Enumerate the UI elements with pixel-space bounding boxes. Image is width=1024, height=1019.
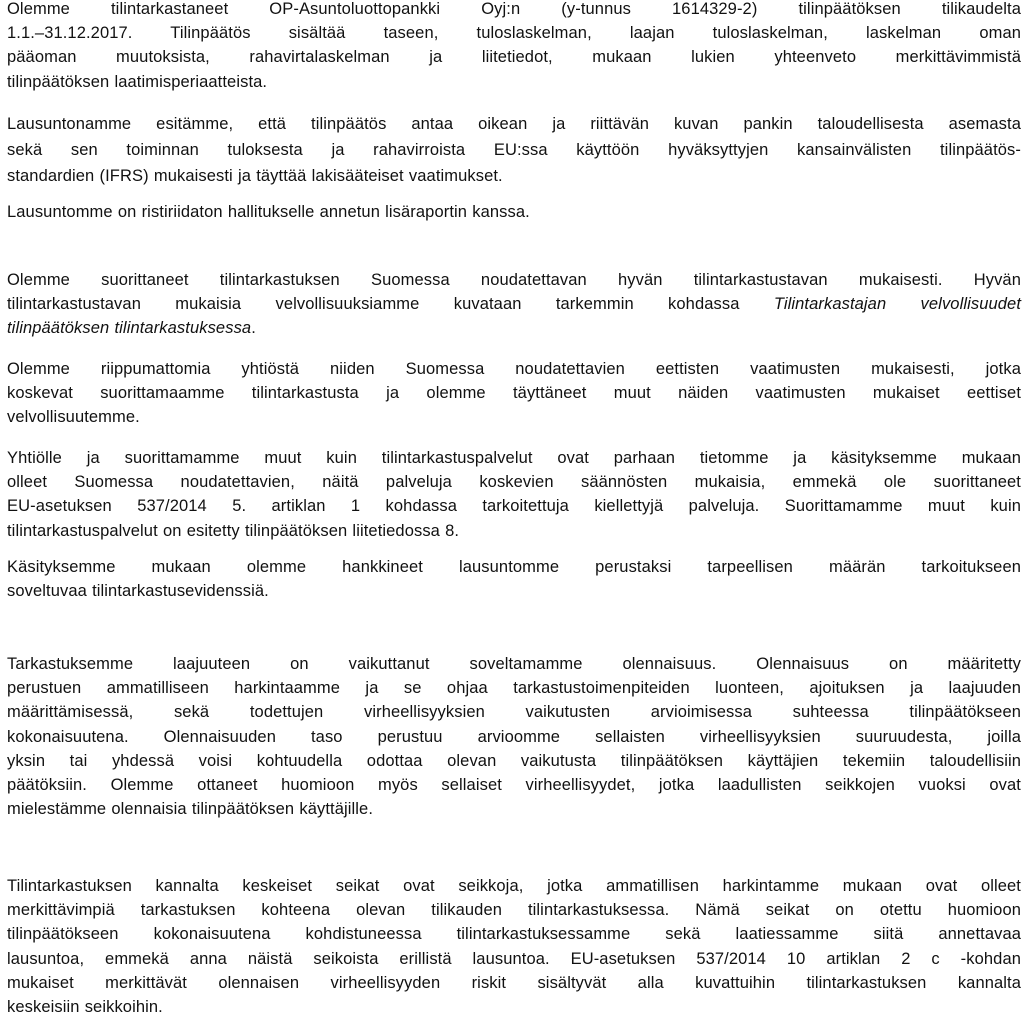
paragraph-line: tilinpäätökseen kokonaisuutena kohdistuneessa tilintarkastuksessamme sekä laatiessamme siitä annettavaa — [7, 925, 1021, 944]
paragraph-line: Olemme suorittaneet tilintarkastuksen Suomessa noudatettavan hyvän tilintarkastustavan mukaisesti. Hyvän — [7, 271, 1021, 289]
paragraph-line: määrittämisessä, sekä todettujen virheellisyyksien vaikutusten arvioimisessa suhteessa tilinpäätökseen — [7, 703, 1021, 722]
paragraph-line — [7, 292, 1021, 316]
paragraph-line: mukaiset merkittävät olennaisen virheellisyyden riskit sisältyvät alla kuvattuihin tilintarkastuksen kannalta — [7, 973, 1021, 992]
paragraph-line: soveltuvaa tilintarkastusevidenssiä. — [7, 582, 269, 601]
section-reference: tilinpäätöksen tilintarkastuksessa — [7, 319, 252, 338]
paragraph-line: kokonaisuutena. Olennaisuuden taso perustuu arvioomme sellaisten virheellisyyksien suuruudesta, joilla — [7, 727, 1021, 746]
paragraph-line — [7, 316, 1021, 340]
paragraph-line: keskeisiin seikkoihin. — [7, 998, 163, 1017]
paragraph-line: sekä sen toiminnan tuloksesta ja rahavirroista EU:ssa käyttöön hyväksyttyjen kansainvälisten tilinpäätös- — [7, 141, 1021, 159]
paragraph-line: pääoman muutoksista, rahavirtalaskelman ja liitetiedot, mukaan lukien yhteenveto merkittävimmistä — [7, 48, 1021, 67]
paragraph-line: 1.1.–31.12.2017. Tilinpäätös sisältää taseen, tuloslaskelman, laajan tuloslaskelman, laskelman oman — [7, 24, 1021, 43]
paragraph-line: Lausuntonamme esitämme, että tilinpäätös antaa oikean ja riittävän kuvan pankin taloudellisesta asemasta — [7, 115, 1021, 133]
paragraph-line: EU-asetuksen 537/2014 5. artiklan 1 kohdassa tarkoitettuja kiellettyjä palveluja. Suorittamamme muut kuin — [7, 497, 1021, 516]
paragraph-line: Tilintarkastuksen kannalta keskeiset seikat ovat seikkoja, jotka ammatillisen harkintamme mukaan ovat olleet — [7, 877, 1021, 895]
paragraph-line: Käsityksemme mukaan olemme hankkineet lausuntomme perustaksi tarpeellisen määrän tarkoitukseen — [7, 558, 1021, 576]
paragraph-basis — [7, 268, 1021, 341]
paragraph-line: Olemme tilintarkastaneet OP-Asuntoluottopankki Oyj:n (y-tunnus 1614329-2) tilinpäätöksen tilikaudelta — [7, 0, 1021, 18]
paragraph-materiality — [7, 652, 1021, 821]
paragraph-additional-report — [7, 200, 1021, 224]
paragraph-text: tilintarkastustavan mukaisia velvollisuuksiamme kuvataan tarkemmin kohdassa — [7, 295, 774, 314]
paragraph-line: olleet Suomessa noudatettavien, näitä palveluja koskevien säännösten mukaisia, emmekä ole suorittaneet — [7, 473, 1021, 492]
paragraph-audit-scope — [7, 0, 1021, 94]
paragraph-opinion — [7, 111, 1021, 189]
paragraph-line: Olemme riippumattomia yhtiöstä niiden Suomessa noudatettavien eettisten vaatimusten mukaisesti, jotka — [7, 360, 1021, 378]
paragraph-line: Tarkastuksemme laajuuteen on vaikuttanut soveltamamme olennaisuus. Olennaisuus on määritetty — [7, 655, 1021, 673]
paragraph-key-audit-matters — [7, 874, 1021, 1019]
paragraph-line: standardien (IFRS) mukaisesti ja täyttää lakisääteiset vaatimukset. — [7, 167, 503, 185]
paragraph-line: Lausuntomme on ristiriidaton hallitukselle annetun lisäraportin kanssa. — [7, 203, 530, 221]
paragraph-line: Yhtiölle ja suorittamamme muut kuin tilintarkastuspalvelut ovat parhaan tietomme ja käsityksemme mukaan — [7, 449, 1021, 467]
paragraph-independence — [7, 357, 1021, 430]
paragraph-line: mielestämme olennaisia tilinpäätöksen käyttäjille. — [7, 800, 374, 819]
paragraph-line: tilintarkastuspalvelut on esitetty tilinpäätöksen liitetiedossa 8. — [7, 521, 460, 540]
paragraph-line: velvollisuutemme. — [7, 408, 140, 427]
paragraph-line: perustuen ammatilliseen harkintaamme ja se ohjaa tarkastustoimenpiteiden luonteen, ajoituksen ja laajuuden — [7, 679, 1021, 698]
section-reference: Tilintarkastajan velvollisuudet — [773, 295, 1022, 314]
paragraph-line: päätöksiin. Olemme ottaneet huomioon myös sellaiset virheellisyydet, jotka laadullisten seikkojen vuoksi ovat — [7, 776, 1021, 795]
paragraph-line: yksin tai yhdessä voisi kohtuudella odottaa olevan vaikutusta tilinpäätöksen käyttäjien tekemiin taloudellisiin — [7, 751, 1021, 770]
paragraph-line: tilinpäätöksen laatimisperiaatteista. — [7, 72, 268, 91]
paragraph-line: lausuntoa, emmekä anna näistä seikoista erillistä lausuntoa. EU-asetuksen 537/2014 10 artiklan 2 c -kohdan — [7, 949, 1021, 968]
paragraph-line: koskevat suorittamaamme tilintarkastusta ja olemme täyttäneet muut näiden vaatimusten mukaiset eettiset — [7, 384, 1021, 403]
paragraph-text: . — [251, 319, 256, 338]
paragraph-non-audit-services — [7, 446, 1021, 543]
paragraph-evidence — [7, 555, 1021, 603]
paragraph-line: merkittävimpiä tarkastuksen kohteena olevan tilikauden tilintarkastuksessa. Nämä seikat on otettu huomioon — [7, 901, 1021, 920]
